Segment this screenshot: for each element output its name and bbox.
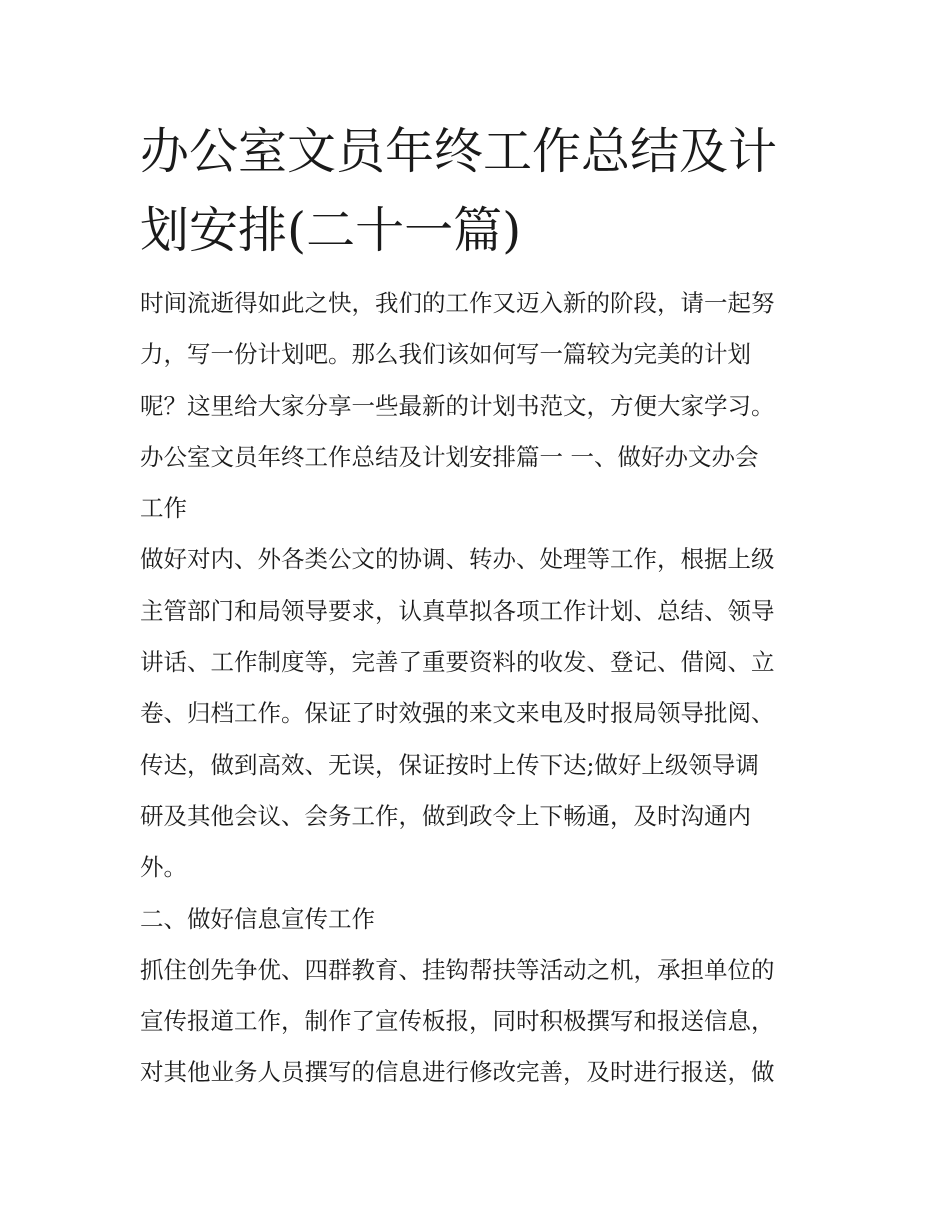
section-heading: 二、做好信息宣传工作: [140, 904, 375, 933]
title-line: 办公室文员年终工作总结及计: [140, 123, 778, 180]
body-line: 外。: [140, 853, 187, 882]
body-line: 呢？这里给大家分享一些最新的计划书范文，方便大家学习。: [140, 391, 775, 420]
body-line: 做好对内、外各类公文的协调、转办、处理等工作，根据上级: [140, 545, 775, 574]
body-line: 工作: [140, 494, 187, 523]
document-title: [140, 112, 820, 270]
body-line: 抓住创先争优、四群教育、挂钩帮扶等活动之机，承担单位的: [140, 955, 775, 984]
body-line: 主管部门和局领导要求，认真草拟各项工作计划、总结、领导: [140, 596, 775, 625]
body-line: 时间流逝得如此之快，我们的工作又迈入新的阶段，请一起努: [140, 289, 775, 317]
body-line: 传达，做到高效、无误，保证按时上传下达;做好上级领导调: [140, 750, 759, 779]
body-line: 办公室文员年终工作总结及计划安排篇一 一、做好办文办会: [140, 442, 759, 471]
document-body: [140, 278, 820, 1099]
body-line: 力，写一份计划吧。那么我们该如何写一篇较为完美的计划: [140, 340, 751, 369]
body-line: 对其他业务人员撰写的信息进行修改完善，及时进行报送，做: [140, 1058, 775, 1087]
body-line: 卷、归档工作。保证了时效强的来文来电及时报局领导批阅、: [140, 699, 775, 728]
document-page: [140, 112, 820, 1099]
body-line: 研及其他会议、会务工作，做到政令上下畅通，及时沟通内: [140, 801, 751, 830]
body-line: 宣传报道工作，制作了宣传板报，同时积极撰写和报送信息，: [140, 1007, 775, 1036]
title-line: 划安排(二十一篇): [140, 202, 522, 259]
body-line: 讲话、工作制度等，完善了重要资料的收发、登记、借阅、立: [140, 648, 775, 677]
